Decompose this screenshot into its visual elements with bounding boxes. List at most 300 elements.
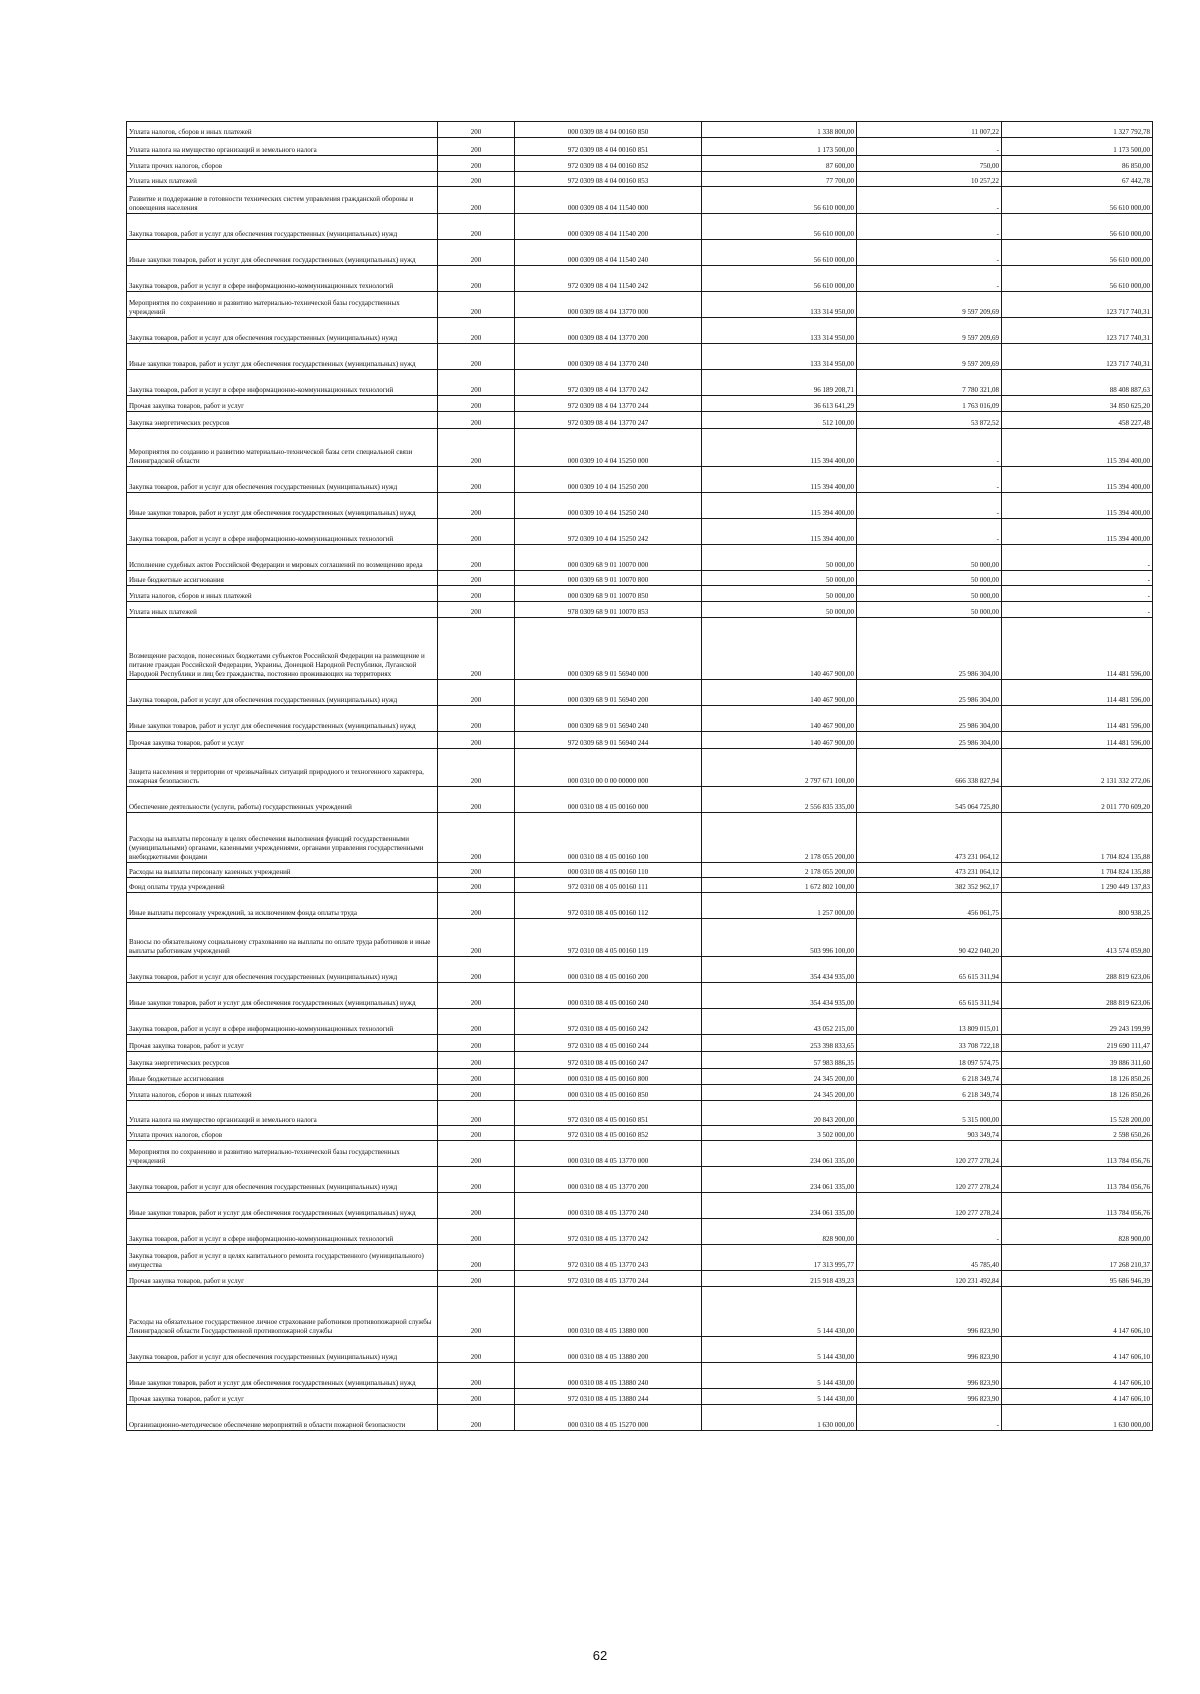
row-unexecuted: 88 408 887,63 [1002, 370, 1153, 396]
row-name: Иные закупки товаров, работ и услуг для обеспечения государственных (муниципальных) нужд [127, 983, 438, 1009]
row-budget-code: 972 0310 08 4 05 00160 111 [515, 878, 702, 893]
row-executed: - [857, 429, 1002, 467]
row-executed: 120 277 278,24 [857, 1193, 1002, 1219]
row-executed: 53 872,52 [857, 412, 1002, 429]
row-unexecuted: 29 243 199,99 [1002, 1009, 1153, 1035]
row-approved: 215 918 439,23 [702, 1271, 857, 1287]
row-budget-code: 000 0309 68 9 01 10070 850 [515, 586, 702, 602]
row-name: Обеспечение деятельности (услуги, работы) государственных учреждений [127, 787, 438, 813]
row-approved: 96 189 208,71 [702, 370, 857, 396]
row-code: 200 [438, 1101, 515, 1126]
table-row [127, 292, 1153, 318]
table-row [127, 1389, 1153, 1405]
row-approved: 1 672 802 100,00 [702, 878, 857, 893]
row-code: 200 [438, 1069, 515, 1085]
row-budget-code: 000 0310 08 4 05 13770 000 [515, 1141, 702, 1167]
row-approved: 503 996 100,00 [702, 919, 857, 957]
row-budget-code: 000 0310 08 4 05 00160 240 [515, 983, 702, 1009]
row-approved: 43 052 215,00 [702, 1009, 857, 1035]
row-executed: - [857, 493, 1002, 519]
row-approved: 115 394 400,00 [702, 429, 857, 467]
row-executed: 7 780 321,08 [857, 370, 1002, 396]
table-row [127, 318, 1153, 344]
row-executed: 9 597 209,69 [857, 292, 1002, 318]
row-approved: 1 630 000,00 [702, 1405, 857, 1431]
row-approved: 50 000,00 [702, 586, 857, 602]
row-approved: 1 338 800,00 [702, 122, 857, 138]
row-budget-code: 000 0310 08 4 05 15270 000 [515, 1405, 702, 1431]
row-code: 200 [438, 1405, 515, 1431]
table-row [127, 1337, 1153, 1363]
row-budget-code: 972 0309 08 4 04 00160 852 [515, 156, 702, 172]
row-executed: 996 823,90 [857, 1363, 1002, 1389]
row-budget-code: 972 0309 08 4 04 00160 853 [515, 172, 702, 187]
table-row [127, 1141, 1153, 1167]
row-name: Закупка энергетических ресурсов [127, 1052, 438, 1069]
table-row [127, 1009, 1153, 1035]
row-name: Защита населения и территории от чрезвычайных ситуаций природного и техногенного характера, пожарная безопасность [127, 749, 438, 787]
row-code: 200 [438, 1167, 515, 1193]
row-code: 200 [438, 571, 515, 586]
row-unexecuted: 4 147 606,10 [1002, 1363, 1153, 1389]
row-code: 200 [438, 429, 515, 467]
row-code: 200 [438, 318, 515, 344]
row-approved: 5 144 430,00 [702, 1389, 857, 1405]
row-executed: 903 349,74 [857, 1126, 1002, 1141]
row-name: Уплата иных платежей [127, 602, 438, 618]
row-unexecuted: 4 147 606,10 [1002, 1287, 1153, 1337]
row-name: Закупка товаров, работ и услуг для обеспечения государственных (муниципальных) нужд [127, 1167, 438, 1193]
row-unexecuted: 34 850 625,20 [1002, 396, 1153, 412]
row-executed: 33 708 722,18 [857, 1035, 1002, 1052]
row-executed: 120 277 278,24 [857, 1141, 1002, 1167]
row-name: Закупка товаров, работ и услуг в сфере информационно-коммуникационных технологий [127, 1009, 438, 1035]
row-approved: 140 467 900,00 [702, 732, 857, 749]
table-row [127, 1287, 1153, 1337]
row-code: 200 [438, 787, 515, 813]
table-row [127, 983, 1153, 1009]
row-budget-code: 000 0309 68 9 01 56940 200 [515, 680, 702, 706]
row-budget-code: 972 0309 08 4 04 13770 242 [515, 370, 702, 396]
row-name: Прочая закупка товаров, работ и услуг [127, 732, 438, 749]
row-code: 200 [438, 618, 515, 680]
row-name: Прочая закупка товаров, работ и услуг [127, 1271, 438, 1287]
row-budget-code: 972 0310 08 4 05 13770 244 [515, 1271, 702, 1287]
row-budget-code: 972 0310 08 4 05 13770 242 [515, 1219, 702, 1245]
table-row [127, 919, 1153, 957]
row-unexecuted: 4 147 606,10 [1002, 1337, 1153, 1363]
table-row [127, 680, 1153, 706]
row-budget-code: 000 0309 10 4 04 15250 000 [515, 429, 702, 467]
row-executed: 90 422 040,20 [857, 919, 1002, 957]
row-approved: 36 613 641,29 [702, 396, 857, 412]
row-name: Прочая закупка товаров, работ и услуг [127, 396, 438, 412]
row-budget-code: 000 0309 08 4 04 13770 200 [515, 318, 702, 344]
table-row [127, 122, 1153, 138]
table-row [127, 1193, 1153, 1219]
row-approved: 56 610 000,00 [702, 187, 857, 214]
table-row [127, 732, 1153, 749]
row-approved: 140 467 900,00 [702, 680, 857, 706]
table-row [127, 266, 1153, 292]
row-code: 200 [438, 138, 515, 156]
row-code: 200 [438, 863, 515, 878]
row-name: Прочая закупка товаров, работ и услуг [127, 1035, 438, 1052]
row-code: 200 [438, 1009, 515, 1035]
row-budget-code: 000 0310 08 4 05 00160 850 [515, 1085, 702, 1101]
row-executed: 6 218 349,74 [857, 1085, 1002, 1101]
row-executed: 1 763 016,09 [857, 396, 1002, 412]
table-row [127, 749, 1153, 787]
row-code: 200 [438, 602, 515, 618]
row-executed: - [857, 1219, 1002, 1245]
row-budget-code: 972 0310 08 4 05 00160 244 [515, 1035, 702, 1052]
table-row [127, 1101, 1153, 1126]
row-code: 200 [438, 1389, 515, 1405]
row-unexecuted: 114 481 596,00 [1002, 706, 1153, 732]
row-executed: 750,00 [857, 156, 1002, 172]
row-unexecuted: - [1002, 586, 1153, 602]
table-row [127, 1363, 1153, 1389]
row-code: 200 [438, 1052, 515, 1069]
row-budget-code: 000 0309 08 4 04 11540 240 [515, 240, 702, 266]
row-unexecuted: 288 819 623,06 [1002, 957, 1153, 983]
row-executed: 9 597 209,69 [857, 318, 1002, 344]
row-budget-code: 972 0310 08 4 05 00160 247 [515, 1052, 702, 1069]
row-approved: 20 843 200,00 [702, 1101, 857, 1126]
row-executed: 5 315 000,00 [857, 1101, 1002, 1126]
row-code: 200 [438, 1193, 515, 1219]
row-executed: - [857, 519, 1002, 545]
row-approved: 50 000,00 [702, 545, 857, 571]
row-unexecuted: 123 717 740,31 [1002, 292, 1153, 318]
row-code: 200 [438, 519, 515, 545]
row-approved: 115 394 400,00 [702, 467, 857, 493]
row-code: 200 [438, 122, 515, 138]
row-name: Прочая закупка товаров, работ и услуг [127, 1389, 438, 1405]
row-name: Иные закупки товаров, работ и услуг для обеспечения государственных (муниципальных) нужд [127, 344, 438, 370]
row-budget-code: 972 0309 08 4 04 00160 851 [515, 138, 702, 156]
row-executed: 545 064 725,80 [857, 787, 1002, 813]
row-unexecuted: 86 850,00 [1002, 156, 1153, 172]
row-approved: 5 144 430,00 [702, 1363, 857, 1389]
row-budget-code: 000 0309 68 9 01 56940 240 [515, 706, 702, 732]
row-name: Уплата налогов, сборов и иных платежей [127, 586, 438, 602]
row-code: 200 [438, 919, 515, 957]
row-unexecuted: 123 717 740,31 [1002, 318, 1153, 344]
table-row [127, 187, 1153, 214]
row-name: Закупка товаров, работ и услуг для обеспечения государственных (муниципальных) нужд [127, 318, 438, 344]
table-row [127, 813, 1153, 863]
row-executed: 120 231 492,84 [857, 1271, 1002, 1287]
row-code: 200 [438, 240, 515, 266]
row-budget-code: 000 0310 08 4 05 00160 000 [515, 787, 702, 813]
row-name: Закупка товаров, работ и услуг для обеспечения государственных (муниципальных) нужд [127, 1337, 438, 1363]
row-name: Взносы по обязательному социальному страхованию на выплаты по оплате труда работников и иные выплаты работникам учреждений [127, 919, 438, 957]
row-approved: 5 144 430,00 [702, 1287, 857, 1337]
row-code: 200 [438, 813, 515, 863]
row-name: Иные выплаты персоналу учреждений, за исключением фонда оплаты труда [127, 893, 438, 919]
row-unexecuted: 95 686 946,39 [1002, 1271, 1153, 1287]
row-unexecuted: 288 819 623,06 [1002, 983, 1153, 1009]
row-budget-code: 000 0309 08 4 04 00160 850 [515, 122, 702, 138]
row-code: 200 [438, 1219, 515, 1245]
row-unexecuted: 114 481 596,00 [1002, 732, 1153, 749]
row-budget-code: 972 0310 08 4 05 00160 242 [515, 1009, 702, 1035]
row-executed: 382 352 962,17 [857, 878, 1002, 893]
row-executed: 11 007,22 [857, 122, 1002, 138]
row-budget-code: 972 0310 08 4 05 00160 851 [515, 1101, 702, 1126]
row-executed: 50 000,00 [857, 545, 1002, 571]
row-code: 200 [438, 545, 515, 571]
row-unexecuted: 413 574 059,80 [1002, 919, 1153, 957]
row-approved: 5 144 430,00 [702, 1337, 857, 1363]
row-approved: 133 314 950,00 [702, 292, 857, 318]
table-row [127, 1405, 1153, 1431]
row-code: 200 [438, 1085, 515, 1101]
row-approved: 2 797 671 100,00 [702, 749, 857, 787]
table-row [127, 618, 1153, 680]
row-unexecuted: 4 147 606,10 [1002, 1389, 1153, 1405]
row-unexecuted: 56 610 000,00 [1002, 214, 1153, 240]
row-approved: 2 178 055 200,00 [702, 863, 857, 878]
row-name: Уплата прочих налогов, сборов [127, 156, 438, 172]
row-unexecuted: 2 011 770 609,20 [1002, 787, 1153, 813]
row-approved: 50 000,00 [702, 602, 857, 618]
row-executed: 25 986 304,00 [857, 706, 1002, 732]
row-executed: 25 986 304,00 [857, 732, 1002, 749]
row-unexecuted: 114 481 596,00 [1002, 618, 1153, 680]
page-number: 62 [592, 1648, 608, 1663]
row-executed: - [857, 187, 1002, 214]
row-approved: 24 345 200,00 [702, 1085, 857, 1101]
table-row [127, 172, 1153, 187]
row-approved: 234 061 335,00 [702, 1141, 857, 1167]
row-name: Уплата налогов, сборов и иных платежей [127, 1085, 438, 1101]
row-code: 200 [438, 1271, 515, 1287]
row-approved: 140 467 900,00 [702, 618, 857, 680]
row-name: Исполнение судебных актов Российской Федерации и мировых соглашений по возмещению вреда [127, 545, 438, 571]
row-approved: 56 610 000,00 [702, 214, 857, 240]
row-approved: 354 434 935,00 [702, 983, 857, 1009]
row-approved: 133 314 950,00 [702, 344, 857, 370]
row-name: Закупка товаров, работ и услуг в сфере информационно-коммуникационных технологий [127, 370, 438, 396]
row-code: 200 [438, 1245, 515, 1271]
row-code: 200 [438, 172, 515, 187]
table-row [127, 1167, 1153, 1193]
row-approved: 133 314 950,00 [702, 318, 857, 344]
budget-execution-table [126, 121, 1153, 1431]
table-row [127, 214, 1153, 240]
row-executed: 6 218 349,74 [857, 1069, 1002, 1085]
row-executed: 473 231 064,12 [857, 863, 1002, 878]
row-budget-code: 000 0310 08 4 05 00160 100 [515, 813, 702, 863]
table-row [127, 519, 1153, 545]
row-budget-code: 000 0310 08 4 05 00160 200 [515, 957, 702, 983]
row-code: 200 [438, 156, 515, 172]
row-budget-code: 000 0310 08 4 05 13770 200 [515, 1167, 702, 1193]
row-budget-code: 972 0309 08 4 04 11540 242 [515, 266, 702, 292]
table-row [127, 586, 1153, 602]
table-row [127, 1219, 1153, 1245]
row-unexecuted: 39 886 311,60 [1002, 1052, 1153, 1069]
row-approved: 2 556 835 335,00 [702, 787, 857, 813]
table-row [127, 370, 1153, 396]
row-executed: 65 615 311,94 [857, 957, 1002, 983]
row-approved: 828 900,00 [702, 1219, 857, 1245]
row-approved: 253 398 833,65 [702, 1035, 857, 1052]
row-unexecuted: 15 528 200,00 [1002, 1101, 1153, 1126]
row-name: Иные закупки товаров, работ и услуг для обеспечения государственных (муниципальных) нужд [127, 706, 438, 732]
row-budget-code: 972 0310 08 4 05 13770 243 [515, 1245, 702, 1271]
row-budget-code: 972 0309 08 4 04 13770 244 [515, 396, 702, 412]
row-name: Иные закупки товаров, работ и услуг для обеспечения государственных (муниципальных) нужд [127, 240, 438, 266]
row-executed: - [857, 214, 1002, 240]
row-unexecuted: 1 704 824 135,88 [1002, 863, 1153, 878]
row-budget-code: 000 0310 08 4 05 00160 110 [515, 863, 702, 878]
row-name: Уплата прочих налогов, сборов [127, 1126, 438, 1141]
row-name: Закупка товаров, работ и услуг для обеспечения государственных (муниципальных) нужд [127, 957, 438, 983]
row-approved: 17 313 995,77 [702, 1245, 857, 1271]
row-budget-code: 000 0309 68 9 01 10070 000 [515, 545, 702, 571]
row-name: Уплата налогов, сборов и иных платежей [127, 122, 438, 138]
row-executed: 996 823,90 [857, 1389, 1002, 1405]
table-row [127, 545, 1153, 571]
row-unexecuted: - [1002, 602, 1153, 618]
row-budget-code: 000 0310 08 4 05 13880 200 [515, 1337, 702, 1363]
row-unexecuted: 17 268 210,37 [1002, 1245, 1153, 1271]
row-unexecuted: 113 784 056,76 [1002, 1141, 1153, 1167]
row-executed: - [857, 467, 1002, 493]
row-name: Уплата налога на имущество организаций и земельного налога [127, 1101, 438, 1126]
row-name: Закупка товаров, работ и услуг в сфере информационно-коммуникационных технологий [127, 1219, 438, 1245]
row-budget-code: 000 0310 00 0 00 00000 000 [515, 749, 702, 787]
row-code: 200 [438, 586, 515, 602]
row-code: 200 [438, 412, 515, 429]
row-name: Мероприятия по сохранению и развитию материально-технической базы государственных учреждений [127, 1141, 438, 1167]
table-row [127, 396, 1153, 412]
row-budget-code: 000 0309 68 9 01 10070 800 [515, 571, 702, 586]
row-approved: 234 061 335,00 [702, 1167, 857, 1193]
row-approved: 1 257 000,00 [702, 893, 857, 919]
table-row [127, 571, 1153, 586]
row-code: 200 [438, 1126, 515, 1141]
row-executed: 18 097 574,75 [857, 1052, 1002, 1069]
table-row [127, 156, 1153, 172]
row-budget-code: 000 0310 08 4 05 00160 800 [515, 1069, 702, 1085]
row-name: Расходы на выплаты персоналу в целях обеспечения выполнения функций государственными (муниципальными) органами, казенными учреждениями, органами управления государственными внебюджетными фондами [127, 813, 438, 863]
table-row [127, 412, 1153, 429]
row-name: Закупка товаров, работ и услуг в целях капитального ремонта государственного (муниципального) имущества [127, 1245, 438, 1271]
row-unexecuted: 113 784 056,76 [1002, 1167, 1153, 1193]
table-row [127, 878, 1153, 893]
table-row [127, 1035, 1153, 1052]
row-unexecuted: 1 704 824 135,88 [1002, 813, 1153, 863]
row-name: Мероприятия по сохранению и развитию материально-технической базы государственных учреждений [127, 292, 438, 318]
row-budget-code: 972 0309 08 4 04 13770 247 [515, 412, 702, 429]
row-code: 200 [438, 1363, 515, 1389]
row-unexecuted: 1 173 500,00 [1002, 138, 1153, 156]
row-budget-code: 000 0310 08 4 05 13880 000 [515, 1287, 702, 1337]
row-code: 200 [438, 344, 515, 370]
table-row [127, 602, 1153, 618]
table-row [127, 957, 1153, 983]
row-unexecuted: 123 717 740,31 [1002, 344, 1153, 370]
row-budget-code: 000 0309 08 4 04 11540 200 [515, 214, 702, 240]
row-code: 200 [438, 1141, 515, 1167]
row-budget-code: 972 0309 10 4 04 15250 242 [515, 519, 702, 545]
row-name: Уплата иных платежей [127, 172, 438, 187]
row-budget-code: 972 0310 08 4 05 13880 244 [515, 1389, 702, 1405]
table-row [127, 1245, 1153, 1271]
table-row [127, 240, 1153, 266]
row-approved: 115 394 400,00 [702, 493, 857, 519]
row-executed: - [857, 138, 1002, 156]
row-budget-code: 000 0309 68 9 01 56940 000 [515, 618, 702, 680]
table-row [127, 787, 1153, 813]
row-executed: 120 277 278,24 [857, 1167, 1002, 1193]
row-executed: 666 338 827,94 [857, 749, 1002, 787]
row-name: Иные закупки товаров, работ и услуг для обеспечения государственных (муниципальных) нужд [127, 1363, 438, 1389]
table-row [127, 429, 1153, 467]
row-executed: 996 823,90 [857, 1287, 1002, 1337]
row-name: Иные закупки товаров, работ и услуг для обеспечения государственных (муниципальных) нужд [127, 1193, 438, 1219]
row-executed: 456 061,75 [857, 893, 1002, 919]
row-code: 200 [438, 467, 515, 493]
row-unexecuted: 2 598 650,26 [1002, 1126, 1153, 1141]
row-approved: 512 100,00 [702, 412, 857, 429]
row-executed: 25 986 304,00 [857, 618, 1002, 680]
row-code: 200 [438, 957, 515, 983]
row-code: 200 [438, 214, 515, 240]
row-budget-code: 972 0309 68 9 01 56940 244 [515, 732, 702, 749]
row-code: 200 [438, 292, 515, 318]
table-row [127, 467, 1153, 493]
row-executed: - [857, 266, 1002, 292]
row-unexecuted: 800 938,25 [1002, 893, 1153, 919]
row-executed: 13 809 015,01 [857, 1009, 1002, 1035]
table-row [127, 344, 1153, 370]
row-unexecuted: 2 131 332 272,06 [1002, 749, 1153, 787]
row-name: Закупка энергетических ресурсов [127, 412, 438, 429]
row-code: 200 [438, 749, 515, 787]
row-executed: 50 000,00 [857, 602, 1002, 618]
row-name: Закупка товаров, работ и услуг в сфере информационно-коммуникационных технологий [127, 519, 438, 545]
row-budget-code: 000 0310 08 4 05 13880 240 [515, 1363, 702, 1389]
row-approved: 50 000,00 [702, 571, 857, 586]
row-code: 200 [438, 983, 515, 1009]
row-unexecuted: 56 610 000,00 [1002, 266, 1153, 292]
table-body [127, 122, 1153, 1431]
row-unexecuted: 113 784 056,76 [1002, 1193, 1153, 1219]
row-code: 200 [438, 732, 515, 749]
row-name: Закупка товаров, работ и услуг для обеспечения государственных (муниципальных) нужд [127, 214, 438, 240]
row-budget-code: 000 0309 10 4 04 15250 240 [515, 493, 702, 519]
row-budget-code: 000 0309 10 4 04 15250 200 [515, 467, 702, 493]
row-executed: 50 000,00 [857, 571, 1002, 586]
row-approved: 140 467 900,00 [702, 706, 857, 732]
row-unexecuted: 115 394 400,00 [1002, 467, 1153, 493]
row-code: 200 [438, 396, 515, 412]
row-budget-code: 000 0309 08 4 04 13770 240 [515, 344, 702, 370]
row-code: 200 [438, 893, 515, 919]
row-approved: 2 178 055 200,00 [702, 813, 857, 863]
row-unexecuted: 18 126 850,26 [1002, 1085, 1153, 1101]
row-code: 200 [438, 1035, 515, 1052]
row-approved: 234 061 335,00 [702, 1193, 857, 1219]
row-code: 200 [438, 187, 515, 214]
row-executed: 45 785,40 [857, 1245, 1002, 1271]
